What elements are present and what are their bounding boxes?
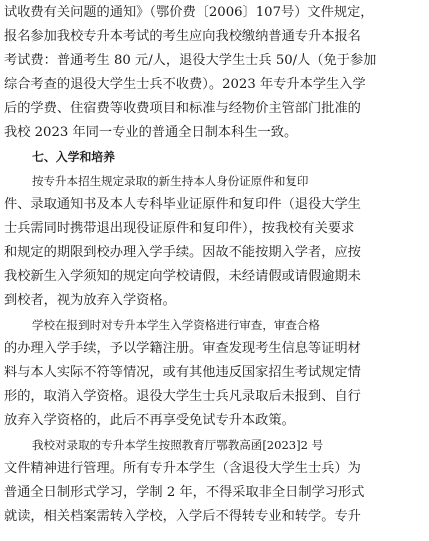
body-line: 我校对录取的专升本学生按照教育厅鄂教高函[2023]2 号 — [32, 438, 324, 452]
body-line: 后的学费、住宿费等收费项目和标准与经物价主管部门批准的 — [4, 101, 361, 116]
body-line: 学校在报到时对专升本学生入学资格进行审查，审查合格 — [32, 318, 320, 332]
body-line: 按专升本招生规定录取的新生持本人身份证原件和复印 — [32, 174, 309, 188]
section-heading: 七、入学和培养 — [32, 150, 116, 164]
body-line: 和规定的期限到校办理入学手续。因故不能按期入学者，应按 — [4, 245, 361, 260]
body-line: 的办理入学手续，予以学籍注册。审查发现考生信息等证明材 — [4, 341, 361, 356]
body-line: 考试费：普通考生 80 元/人，退役大学生士兵 50/人（免于参加 — [4, 53, 377, 68]
body-line: 件、录取通知书及本人专科毕业证原件和复印件（退役大学生 — [4, 197, 361, 212]
body-line: 士兵需同时携带退出现役证原件和复印件），按我校有关要求 — [4, 221, 355, 236]
body-line: 到校者，视为放弃入学资格。 — [4, 293, 176, 308]
body-line: 试收费有关问题的通知》（鄂价费〔2006〕107号）文件规定， — [4, 5, 374, 20]
body-line: 我校 2023 年同一专业的普通全日制本科生一致。 — [4, 125, 298, 140]
body-line: 放弃入学资格的，此后不再享受免试专升本政策。 — [4, 413, 295, 428]
body-line: 形的，取消入学资格。退役大学生士兵凡录取后未报到、自行 — [4, 389, 361, 404]
body-line: 我校新生入学须知的规定向学校请假，未经请假或请假逾期未 — [4, 269, 361, 284]
body-line: 普通全日制形式学习，学制 2 年，不得采取非全日制学习形式 — [4, 485, 365, 500]
body-line: 料与本人实际不符等情况，或有其他违反国家招生考试规定情 — [4, 365, 361, 380]
body-line: 文件精神进行管理。所有专升本学生（含退役大学生士兵）为 — [4, 461, 361, 476]
body-line: 报名参加我校专升本考试的考生应向我校缴纳普通专升本报名 — [4, 29, 361, 44]
body-line: 就读，相关档案需转入学校，入学后不得转专业和转学。专升 — [4, 509, 361, 524]
body-line: 综合考查的退役大学生士兵不收费）。2023 年专升本学生入学 — [4, 77, 366, 92]
